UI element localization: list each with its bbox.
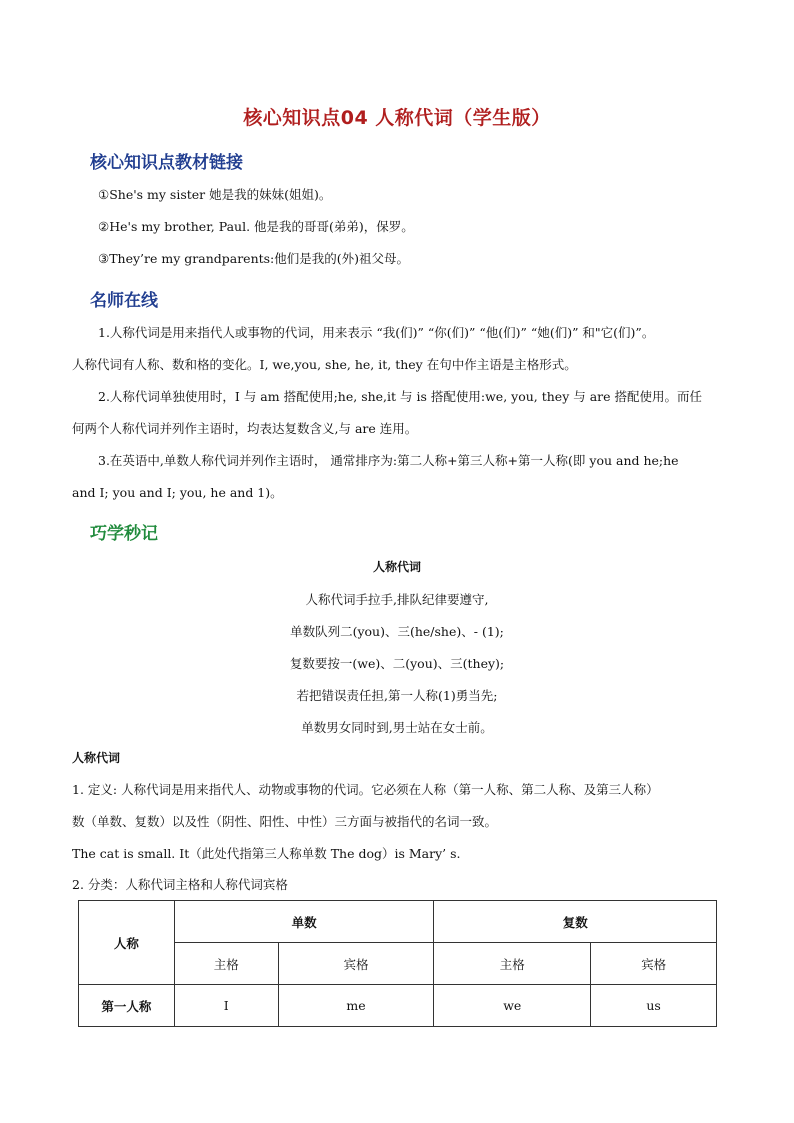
teacher-line-6: and I; you and I; you, he and 1)。 [72, 485, 283, 500]
teacher-line-4: 何两个人称代词并列作主语时，均表达复数含义,与 are 连用。 [72, 421, 418, 436]
table-cell: us [591, 985, 717, 1027]
subheader-singular-subjective: 主格 [174, 943, 278, 985]
section-heading-teacher-online: 名师在线 [90, 291, 158, 311]
row-label-first-person: 第一人称 [79, 985, 175, 1027]
poem-line-4: 若把错误责任担,第一人称(1)勇当先; [296, 688, 498, 703]
pronoun-table [78, 900, 717, 1027]
subheader-plural-subjective: 主格 [434, 943, 591, 985]
poem-line-2: 单数队列二(you)、三(he/she)、- (1); [290, 624, 504, 639]
classification-line: 2. 分类：人称代词主格和人称代词宾格 [72, 877, 288, 892]
section-heading-textbook-link: 核心知识点教材链接 [90, 153, 243, 173]
example-sentence-1: ①She's my sister 她是我的妹妹(姐姐)。 [98, 187, 332, 202]
example-sentence-2: ②He's my brother, Paul. 他是我的哥哥(弟弟)，保罗。 [98, 219, 414, 234]
example-cat-sentence: The cat is small. It（此处代指第三人称单数 The dog）is Mary’ s. [72, 846, 461, 861]
poem-line-5: 单数男女同时到,男士站在女士前。 [301, 720, 493, 735]
definition-line-1: 1. 定义: 人称代词是用来指代人、动物或事物的代词。它必须在人称（第一人称、第二人称、及第三人称） [72, 782, 659, 797]
definition-line-2: 数（单数、复数）以及性（阴性、阳性、中性）三方面与被指代的名词一致。 [72, 814, 498, 829]
poem-title: 人称代词 [372, 560, 421, 574]
poem-line-3: 复数要按一(we)、二(you)、三(they); [289, 656, 505, 671]
teacher-line-3: 2.人称代词单独使用时，I 与 am 搭配使用;he, she,it 与 is 搭配使用:we, you, they 与 are 搭配使用。而任 [98, 389, 703, 404]
header-singular: 单数 [174, 901, 434, 943]
subheader-plural-objective: 宾格 [591, 943, 717, 985]
header-person: 人称 [79, 901, 175, 985]
document-title: 核心知识点04 人称代词（学生版） [243, 107, 551, 129]
header-plural: 复数 [434, 901, 717, 943]
poem-line-1: 人称代词手拉手,排队纪律要遵守, [305, 592, 489, 607]
teacher-line-5: 3.在英语中,单数人称代词并列作主语时， 通常排序为:第二人称+第三人称+第一人称(即 you and he;he [98, 453, 679, 468]
table-cell: we [434, 985, 591, 1027]
teacher-line-1: 1.人称代词是用来指代人或事物的代词，用来表示 “我(们)” “你(们)” “他(们)” “她(们)” 和"它(们)”。 [98, 325, 655, 340]
subheader-singular-objective: 宾格 [278, 943, 434, 985]
table-cell: I [174, 985, 278, 1027]
table-cell: me [278, 985, 434, 1027]
section-heading-personal-pronouns: 人称代词 [72, 751, 121, 765]
teacher-line-2: 人称代词有人称、数和格的变化。I, we,you, she, he, it, they 在句中作主语是主格形式。 [72, 357, 577, 372]
section-heading-memory-tips: 巧学秒记 [90, 524, 158, 544]
table-row [79, 985, 717, 1027]
example-sentence-3: ③They’re my grandparents:他们是我的(外)祖父母。 [98, 251, 410, 266]
